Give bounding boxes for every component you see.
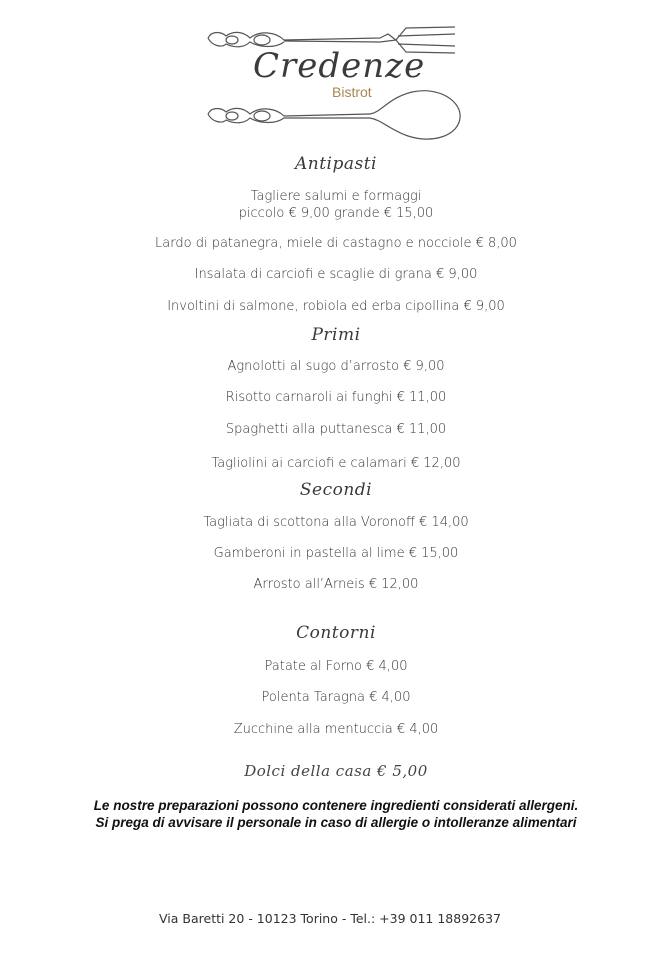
menu-item: piccolo € 9,00 grande € 15,00 [238,206,434,221]
allergen-note-line-2: Si prega di avvisare il personale in caso di allergie o intolleranze alimentari [95,815,577,830]
menu-item: Zucchine alla mentuccia € 4,00 [233,722,439,737]
logo-name: Credenze [253,46,426,86]
footer-address: Via Baretti 20 - 10123 Torino - Tel.: +39 011 18892637 [159,911,501,926]
menu-item: Spaghetti alla puttanesca € 11,00 [225,422,447,437]
menu-item: Insalata di carciofi e scaglie di grana € 9,00 [194,267,478,282]
restaurant-logo [200,18,470,146]
menu-item: Tagliolini ai carciofi e calamari € 12,00 [211,456,461,471]
menu-item: Arrosto all’Arneis € 12,00 [253,577,419,592]
menu-item: Agnolotti al sugo d’arrosto € 9,00 [227,359,445,374]
section-title-antipasti: Antipasti [294,154,377,174]
menu-item: Patate al Forno € 4,00 [264,659,408,674]
dolci-line: Dolci della casa € 5,00 [244,762,428,780]
menu-item: Involtini di salmone, robiola ed erba cipollina € 9,00 [167,299,505,314]
section-title-contorni: Contorni [296,623,376,643]
menu-item: Risotto carnaroli ai funghi € 11,00 [225,390,447,405]
menu-item: Tagliata di scottona alla Voronoff € 14,00 [203,515,469,530]
menu-item: Polenta Taragna € 4,00 [261,690,411,705]
menu-item: Tagliere salumi e formaggi [250,189,422,204]
menu-item: Lardo di patanegra, miele di castagno e nocciole € 8,00 [155,236,517,251]
section-title-secondi: Secondi [299,480,373,500]
logo-subtitle: Bistrot [332,84,372,100]
allergen-note-line-1: Le nostre preparazioni possono contenere ingredienti considerati allergeni. [93,798,579,813]
section-title-primi: Primi [311,325,361,345]
menu-item: Gamberoni in pastella al lime € 15,00 [213,546,459,561]
